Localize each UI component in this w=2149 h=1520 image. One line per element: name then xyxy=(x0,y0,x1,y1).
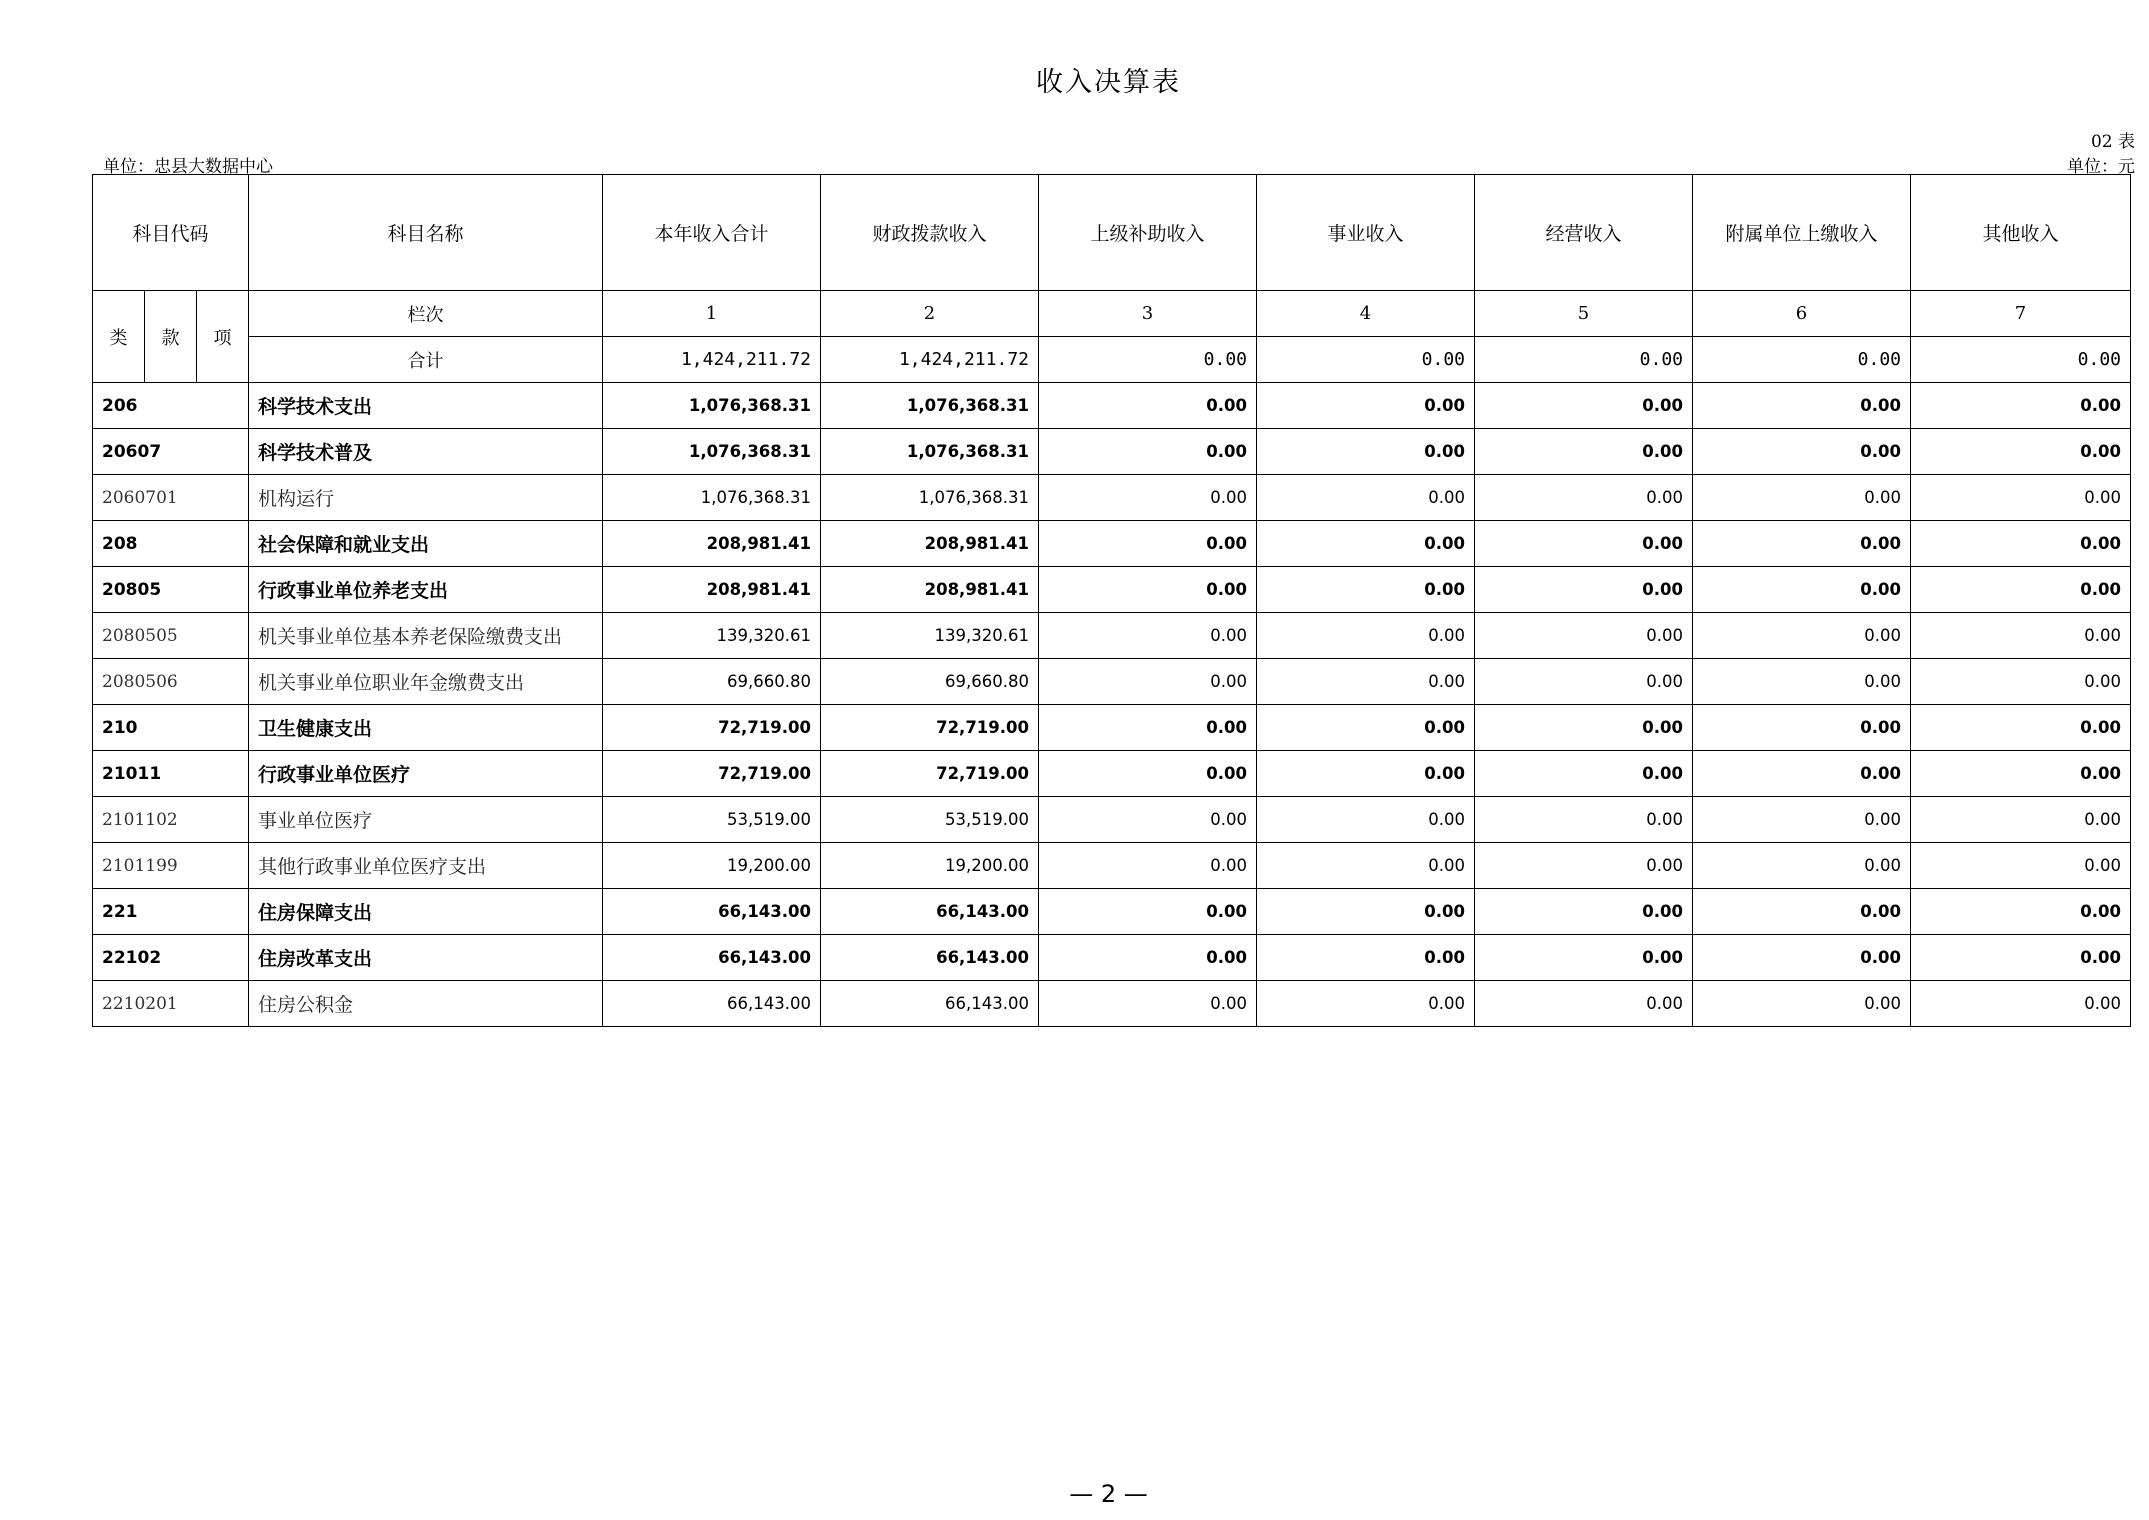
total-label: 合计 xyxy=(249,337,603,383)
subject-code: 2101199 xyxy=(93,843,249,889)
amount-cell: 72,719.00 xyxy=(821,751,1039,797)
total-value: 1,424,211.72 xyxy=(821,337,1039,383)
amount-cell: 0.00 xyxy=(1911,705,2131,751)
amount-cell: 0.00 xyxy=(1039,981,1257,1027)
reporting-unit: 单位：忠县大数据中心 xyxy=(103,157,273,177)
amount-cell: 208,981.41 xyxy=(821,521,1039,567)
table-row xyxy=(93,521,2131,567)
amount-cell: 0.00 xyxy=(1911,659,2131,705)
column-number: 5 xyxy=(1475,291,1693,337)
amount-cell: 0.00 xyxy=(1693,981,1911,1027)
amount-cell: 0.00 xyxy=(1257,935,1475,981)
amount-cell: 66,143.00 xyxy=(603,981,821,1027)
amount-cell: 0.00 xyxy=(1475,935,1693,981)
total-value: 0.00 xyxy=(1693,337,1911,383)
amount-cell: 0.00 xyxy=(1475,429,1693,475)
amount-cell: 0.00 xyxy=(1039,797,1257,843)
amount-cell: 0.00 xyxy=(1257,843,1475,889)
amount-cell: 0.00 xyxy=(1475,475,1693,521)
income-final-accounts-table xyxy=(92,174,2131,1027)
amount-cell: 69,660.80 xyxy=(603,659,821,705)
amount-cell: 0.00 xyxy=(1475,521,1693,567)
amount-cell: 0.00 xyxy=(1475,889,1693,935)
total-value: 0.00 xyxy=(1911,337,2131,383)
amount-cell: 0.00 xyxy=(1911,935,2131,981)
header-row xyxy=(93,175,2131,291)
amount-cell: 0.00 xyxy=(1693,751,1911,797)
amount-cell: 0.00 xyxy=(1911,521,2131,567)
amount-cell: 0.00 xyxy=(1475,613,1693,659)
amount-cell: 0.00 xyxy=(1475,751,1693,797)
subject-name: 住房公积金 xyxy=(249,981,603,1027)
subject-code: 2101102 xyxy=(93,797,249,843)
amount-cell: 0.00 xyxy=(1911,383,2131,429)
header-lei: 类 xyxy=(93,291,145,383)
amount-cell: 72,719.00 xyxy=(603,751,821,797)
amount-cell: 0.00 xyxy=(1693,567,1911,613)
amount-cell: 0.00 xyxy=(1257,521,1475,567)
amount-cell: 0.00 xyxy=(1257,889,1475,935)
amount-cell: 0.00 xyxy=(1039,521,1257,567)
header-col-superior-subsidy: 上级补助收入 xyxy=(1039,175,1257,291)
subject-name: 住房改革支出 xyxy=(249,935,603,981)
amount-cell: 0.00 xyxy=(1475,383,1693,429)
amount-cell: 0.00 xyxy=(1911,429,2131,475)
total-value: 0.00 xyxy=(1257,337,1475,383)
amount-cell: 1,076,368.31 xyxy=(821,383,1039,429)
amount-cell: 0.00 xyxy=(1475,567,1693,613)
header-lanci: 栏次 xyxy=(249,291,603,337)
table-row xyxy=(93,843,2131,889)
table-row xyxy=(93,567,2131,613)
subject-code: 2080505 xyxy=(93,613,249,659)
amount-cell: 0.00 xyxy=(1257,981,1475,1027)
subject-code: 2080506 xyxy=(93,659,249,705)
subject-code: 208 xyxy=(93,521,249,567)
amount-cell: 139,320.61 xyxy=(821,613,1039,659)
amount-cell: 53,519.00 xyxy=(821,797,1039,843)
table-row xyxy=(93,705,2131,751)
amount-cell: 72,719.00 xyxy=(821,705,1039,751)
subject-code: 206 xyxy=(93,383,249,429)
header-col-affiliated-unit-income: 附属单位上缴收入 xyxy=(1693,175,1911,291)
amount-cell: 0.00 xyxy=(1693,889,1911,935)
amount-cell: 0.00 xyxy=(1257,475,1475,521)
amount-cell: 0.00 xyxy=(1257,705,1475,751)
subject-code: 2210201 xyxy=(93,981,249,1027)
amount-cell: 66,143.00 xyxy=(821,889,1039,935)
subject-name: 机构运行 xyxy=(249,475,603,521)
subject-code: 22102 xyxy=(93,935,249,981)
table-row xyxy=(93,613,2131,659)
amount-cell: 0.00 xyxy=(1475,705,1693,751)
total-value: 0.00 xyxy=(1039,337,1257,383)
subject-name: 社会保障和就业支出 xyxy=(249,521,603,567)
table-row xyxy=(93,475,2131,521)
amount-cell: 0.00 xyxy=(1039,843,1257,889)
amount-cell: 0.00 xyxy=(1911,567,2131,613)
column-number-row xyxy=(93,291,2131,337)
amount-cell: 0.00 xyxy=(1911,797,2131,843)
subject-code: 20805 xyxy=(93,567,249,613)
subject-name: 行政事业单位医疗 xyxy=(249,751,603,797)
header-col-other-income: 其他收入 xyxy=(1911,175,2131,291)
column-number: 4 xyxy=(1257,291,1475,337)
amount-cell: 0.00 xyxy=(1475,659,1693,705)
amount-cell: 19,200.00 xyxy=(821,843,1039,889)
amount-cell: 53,519.00 xyxy=(603,797,821,843)
subject-name: 事业单位医疗 xyxy=(249,797,603,843)
amount-cell: 0.00 xyxy=(1039,475,1257,521)
amount-cell: 0.00 xyxy=(1693,613,1911,659)
amount-cell: 0.00 xyxy=(1039,659,1257,705)
amount-cell: 0.00 xyxy=(1911,889,2131,935)
table-row xyxy=(93,889,2131,935)
table-row xyxy=(93,659,2131,705)
table-row xyxy=(93,429,2131,475)
amount-cell: 1,076,368.31 xyxy=(603,475,821,521)
amount-cell: 0.00 xyxy=(1693,475,1911,521)
subject-code: 20607 xyxy=(93,429,249,475)
amount-cell: 66,143.00 xyxy=(603,889,821,935)
total-value: 1,424,211.72 xyxy=(603,337,821,383)
amount-cell: 0.00 xyxy=(1257,797,1475,843)
header-xiang: 项 xyxy=(197,291,249,383)
amount-cell: 0.00 xyxy=(1039,567,1257,613)
subject-name: 科学技术支出 xyxy=(249,383,603,429)
table-row xyxy=(93,797,2131,843)
subject-code: 221 xyxy=(93,889,249,935)
subject-name: 机关事业单位职业年金缴费支出 xyxy=(249,659,603,705)
column-number: 3 xyxy=(1039,291,1257,337)
amount-cell: 139,320.61 xyxy=(603,613,821,659)
amount-cell: 208,981.41 xyxy=(821,567,1039,613)
amount-cell: 0.00 xyxy=(1039,613,1257,659)
subject-name: 机关事业单位基本养老保险缴费支出 xyxy=(249,613,603,659)
amount-cell: 0.00 xyxy=(1257,383,1475,429)
header-kuan: 款 xyxy=(145,291,197,383)
page-number: — 2 — xyxy=(1069,1480,1148,1508)
header-col-fiscal-appropriation: 财政拨款收入 xyxy=(821,175,1039,291)
table-row xyxy=(93,981,2131,1027)
amount-cell: 0.00 xyxy=(1693,843,1911,889)
amount-cell: 0.00 xyxy=(1475,981,1693,1027)
amount-cell: 1,076,368.31 xyxy=(603,383,821,429)
amount-cell: 0.00 xyxy=(1911,613,2131,659)
form-number: 02 表 xyxy=(2090,132,2135,152)
amount-cell: 0.00 xyxy=(1257,567,1475,613)
amount-cell: 0.00 xyxy=(1039,705,1257,751)
amount-cell: 0.00 xyxy=(1911,843,2131,889)
table-row xyxy=(93,935,2131,981)
amount-cell: 1,076,368.31 xyxy=(821,475,1039,521)
amount-cell: 0.00 xyxy=(1039,429,1257,475)
header-subject-name: 科目名称 xyxy=(249,175,603,291)
amount-cell: 0.00 xyxy=(1257,613,1475,659)
amount-cell: 0.00 xyxy=(1693,383,1911,429)
total-row xyxy=(93,337,2131,383)
amount-cell: 0.00 xyxy=(1693,521,1911,567)
amount-cell: 0.00 xyxy=(1039,751,1257,797)
subject-name: 卫生健康支出 xyxy=(249,705,603,751)
column-number: 6 xyxy=(1693,291,1911,337)
subject-name: 其他行政事业单位医疗支出 xyxy=(249,843,603,889)
amount-cell: 19,200.00 xyxy=(603,843,821,889)
currency-unit: 单位：元 xyxy=(2067,157,2135,177)
column-number: 7 xyxy=(1911,291,2131,337)
amount-cell: 1,076,368.31 xyxy=(603,429,821,475)
amount-cell: 66,143.00 xyxy=(603,935,821,981)
amount-cell: 0.00 xyxy=(1475,843,1693,889)
column-number: 1 xyxy=(603,291,821,337)
amount-cell: 0.00 xyxy=(1475,797,1693,843)
amount-cell: 0.00 xyxy=(1257,751,1475,797)
total-value: 0.00 xyxy=(1475,337,1693,383)
amount-cell: 0.00 xyxy=(1039,889,1257,935)
amount-cell: 208,981.41 xyxy=(603,521,821,567)
subject-code: 210 xyxy=(93,705,249,751)
subject-name: 住房保障支出 xyxy=(249,889,603,935)
amount-cell: 208,981.41 xyxy=(603,567,821,613)
amount-cell: 0.00 xyxy=(1693,797,1911,843)
amount-cell: 0.00 xyxy=(1911,981,2131,1027)
subject-code: 2060701 xyxy=(93,475,249,521)
amount-cell: 0.00 xyxy=(1911,751,2131,797)
page-title: 收入决算表 xyxy=(1036,67,1181,98)
amount-cell: 0.00 xyxy=(1693,935,1911,981)
amount-cell: 0.00 xyxy=(1693,429,1911,475)
table-row xyxy=(93,383,2131,429)
amount-cell: 0.00 xyxy=(1039,935,1257,981)
header-col-operating-income: 经营收入 xyxy=(1475,175,1693,291)
amount-cell: 1,076,368.31 xyxy=(821,429,1039,475)
amount-cell: 69,660.80 xyxy=(821,659,1039,705)
header-subject-code: 科目代码 xyxy=(93,175,249,291)
header-col-business-income: 事业收入 xyxy=(1257,175,1475,291)
subject-name: 行政事业单位养老支出 xyxy=(249,567,603,613)
column-number: 2 xyxy=(821,291,1039,337)
amount-cell: 66,143.00 xyxy=(821,981,1039,1027)
table-row xyxy=(93,751,2131,797)
amount-cell: 0.00 xyxy=(1693,705,1911,751)
subject-name: 科学技术普及 xyxy=(249,429,603,475)
amount-cell: 0.00 xyxy=(1039,383,1257,429)
subject-code: 21011 xyxy=(93,751,249,797)
header-col-total-income: 本年收入合计 xyxy=(603,175,821,291)
amount-cell: 0.00 xyxy=(1693,659,1911,705)
amount-cell: 0.00 xyxy=(1911,475,2131,521)
amount-cell: 72,719.00 xyxy=(603,705,821,751)
amount-cell: 0.00 xyxy=(1257,659,1475,705)
amount-cell: 0.00 xyxy=(1257,429,1475,475)
amount-cell: 66,143.00 xyxy=(821,935,1039,981)
